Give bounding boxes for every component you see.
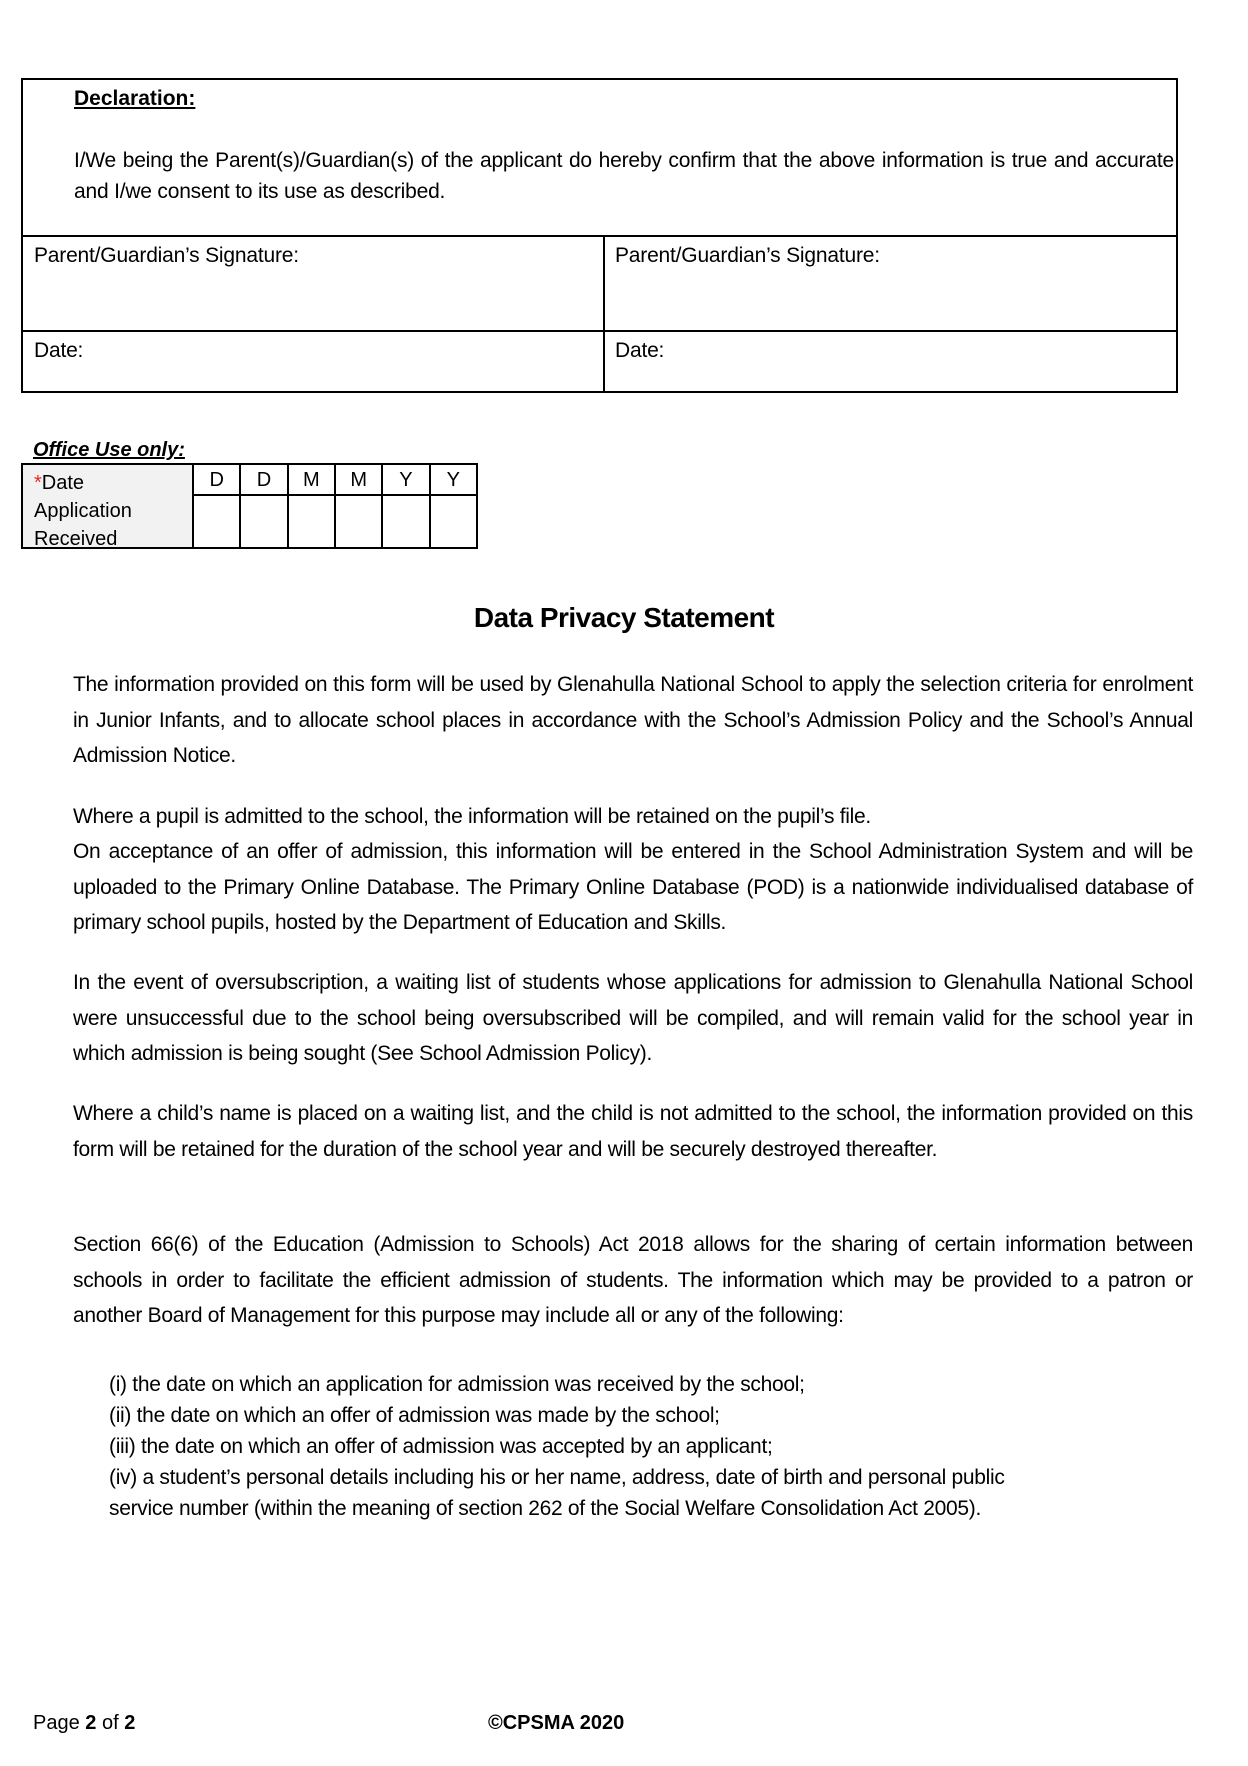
date-input-year2[interactable]	[431, 496, 476, 549]
date-header-day: D	[241, 465, 286, 496]
date-received-label	[23, 465, 194, 550]
date-label-right: Date:	[615, 339, 665, 362]
date-label-left: Date:	[34, 339, 84, 362]
date-header-day: D	[194, 465, 239, 496]
declaration-title: Declaration:	[74, 87, 196, 110]
date-header-month: M	[336, 465, 381, 496]
office-use-title: Office Use only:	[33, 439, 185, 461]
date-input-day2[interactable]	[241, 496, 286, 549]
label-line: Date	[41, 472, 85, 494]
list-item: (i) the date on which an application for admission was received by the school;	[109, 1373, 805, 1396]
office-use-table	[21, 463, 478, 549]
date-header-year: Y	[383, 465, 428, 496]
privacy-paragraph: Section 66(6) of the Education (Admission to Schools) Act 2018 allows for the sharing of certain information between schools in order to facilitate the efficient admission of students. The information which may be provided to a patron or another Board of Management for this purpose may include all or any of the following:	[73, 1233, 1193, 1327]
date-grid	[194, 465, 476, 547]
privacy-paragraph: Where a pupil is admitted to the school, the information will be retained on the pupil’s file.	[73, 805, 871, 828]
copyright: ©CPSMA 2020	[488, 1712, 625, 1734]
page-of: of	[96, 1712, 125, 1734]
privacy-paragraph: In the event of oversubscription, a waiting list of students whose applications for admission to Glenahulla National School were unsuccessful due to the school being oversubscribed will be compiled, and will remain valid for the school year in which admission is being sought (See School Admission Policy).	[73, 971, 1193, 1065]
signature-label-left: Parent/Guardian’s Signature:	[34, 244, 299, 267]
date-header-year: Y	[431, 465, 476, 496]
page-prefix: Page	[33, 1712, 86, 1734]
list-item: service number (within the meaning of section 262 of the Social Welfare Consolidation Act 2005).	[109, 1497, 981, 1520]
table-divider	[23, 235, 1176, 237]
date-field-left[interactable]	[34, 339, 83, 363]
privacy-title: Data Privacy Statement	[473, 602, 775, 633]
privacy-paragraph: On acceptance of an offer of admission, this information will be entered in the School Administration System and will be uploaded to the Primary Online Database. The Primary Online Database (POD) is a nationwide individualised database of primary school pupils, hosted by the Department of Education and Skills.	[73, 840, 1193, 934]
declaration-text: I/We being the Parent(s)/Guardian(s) of the applicant do hereby confirm that the above information is true and accurate and I/we consent to its use as described.	[74, 149, 1174, 203]
shared-info-list	[109, 1369, 1209, 1524]
page-number	[33, 1712, 135, 1735]
date-header-month: M	[289, 465, 334, 496]
date-field-right[interactable]	[615, 339, 664, 363]
list-item: (iii) the date on which an offer of admission was accepted by an applicant;	[109, 1435, 773, 1458]
date-input-year1[interactable]	[383, 496, 428, 549]
table-divider	[23, 330, 1176, 332]
date-input-month1[interactable]	[289, 496, 334, 549]
list-item: (iv) a student’s personal details including his or her name, address, date of birth and personal public	[109, 1466, 1005, 1489]
label-line: Application	[34, 500, 132, 522]
signature-field-left[interactable]	[34, 244, 299, 268]
required-asterisk: *	[34, 472, 42, 494]
signature-field-right[interactable]	[615, 244, 880, 268]
page-current: 2	[85, 1712, 97, 1734]
page-total: 2	[124, 1712, 136, 1734]
privacy-paragraph: Where a child’s name is placed on a waiting list, and the child is not admitted to the school, the information provided on this form will be retained for the duration of the school year and will be securely destroyed thereafter.	[73, 1102, 1193, 1161]
date-input-month2[interactable]	[336, 496, 381, 549]
label-line: Received	[34, 528, 118, 550]
date-input-day1[interactable]	[194, 496, 239, 549]
column-divider	[603, 237, 605, 391]
list-item: (ii) the date on which an offer of admission was made by the school;	[109, 1404, 720, 1427]
signature-label-right: Parent/Guardian’s Signature:	[615, 244, 880, 267]
privacy-paragraph: The information provided on this form will be used by Glenahulla National School to apply the selection criteria for enrolment in Junior Infants, and to allocate school places in accordance with the School’s Admission Policy and the School’s Annual Admission Notice.	[73, 673, 1193, 767]
declaration-table	[21, 78, 1178, 393]
